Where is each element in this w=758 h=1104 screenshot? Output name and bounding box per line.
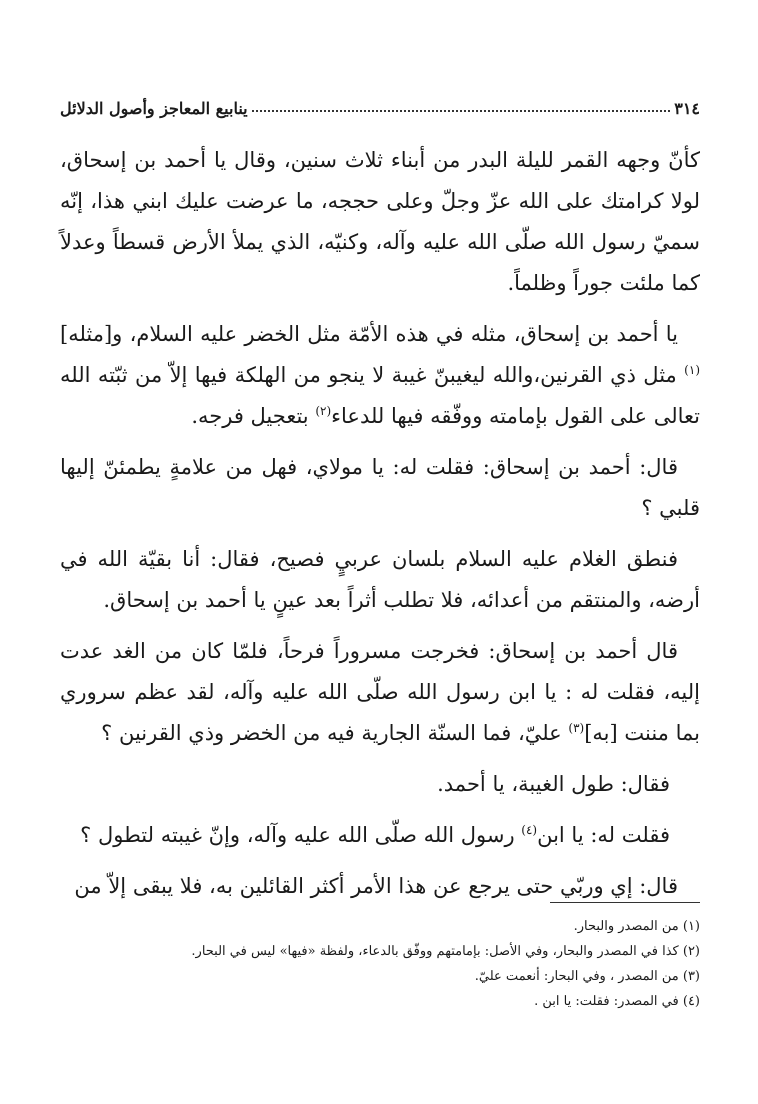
paragraph-text: قال أحمد بن إسحاق: فخرجت مسروراً فرحاً، فلمّا كان من الغد عدت إليه، فقلت له : يا ابن رسول الله صلّى الله عليه وآله، لقد عظم سروري بما مننت [به] [60,639,700,745]
paragraph [60,815,700,856]
footnote: (٤) في المصدر: فقلت: يا ابن . [534,994,700,1009]
book-page [60,82,700,1062]
paragraph-text: بتعجيل فرجه. [191,404,316,428]
header-dot-leader [252,110,671,112]
paragraph-text: رسول الله صلّى الله عليه وآله، وإنّ غيبته لتطول ؟ [80,823,522,847]
paragraph-text: مثل ذي القرنين،والله ليغيبنّ غيبة لا ينجو من الهلكة فيها إلاّ من ثبّته الله تعالى على القول بإمامته ووفّقه فيها للدعاء [60,363,700,428]
footnote-marker: (٢) [315,404,332,418]
paragraph: كأنّ وجهه القمر لليلة البدر من أبناء ثلاث سنين، وقال يا أحمد بن إسحاق، لولا كرامتك على الله عزّ وجلّ وعلى حججه، ما عرضت عليك ابني هذا، إنّه سميّ رسول الله صلّى الله عليه وآله، وكنيّه، الذي يملأ الأرض قسطاً وعدلاً كما ملئت جوراً وظلماً. [60,148,700,295]
footnote: (١) من المصدر والبحار. [573,919,700,934]
footnote: (٢) كذا في المصدر والبحار، وفي الأصل: بإمامتهم ووفّق بالدعاء، ولفظة «فيها» ليس في البحار. [191,944,700,959]
footnote-marker: (١) [684,363,700,377]
page-number: ٣١٤ [674,99,700,118]
paragraph: قال: أحمد بن إسحاق: فقلت له: يا مولاي، فهل من علامةٍ يطمئنّ إليها قلبي ؟ [60,455,700,520]
paragraph-text: عليّ، فما السنّة الجارية فيه من الخضر وذي القرنين ؟ [101,721,569,745]
paragraph: فقال: طول الغيبة، يا أحمد. [437,772,670,796]
footnotes [60,914,700,1014]
paragraph: قال: إي وربّي حتى يرجع عن هذا الأمر أكثر القائلين به، فلا يبقى إلاّ من [74,874,678,898]
footnote-marker: (٤) [521,823,538,837]
running-title: ينابيع المعاجز وأصول الدلائل [60,99,248,118]
page-header [60,82,700,118]
footnote: (٣) من المصدر ، وفي البحار: أنعمت عليّ. [474,969,700,984]
paragraph-text: يا أحمد بن إسحاق، مثله في هذه الأمّة مثل الخضر عليه السلام، و[مثله] [60,322,678,346]
paragraph [60,631,700,754]
paragraph: فنطق الغلام عليه السلام بلسان عربيٍ فصيح، فقال: أنا بقيّة الله في أرضه، والمنتقم من أعدائه، فلا تطلب أثراً بعد عينٍ يا أحمد بن إسحاق. [60,547,700,612]
footnote-marker: (٣) [568,721,585,735]
footnote-separator [550,902,700,903]
paragraph-text: فقلت له: يا ابن [537,823,670,847]
main-text [60,140,700,917]
paragraph [60,314,700,437]
